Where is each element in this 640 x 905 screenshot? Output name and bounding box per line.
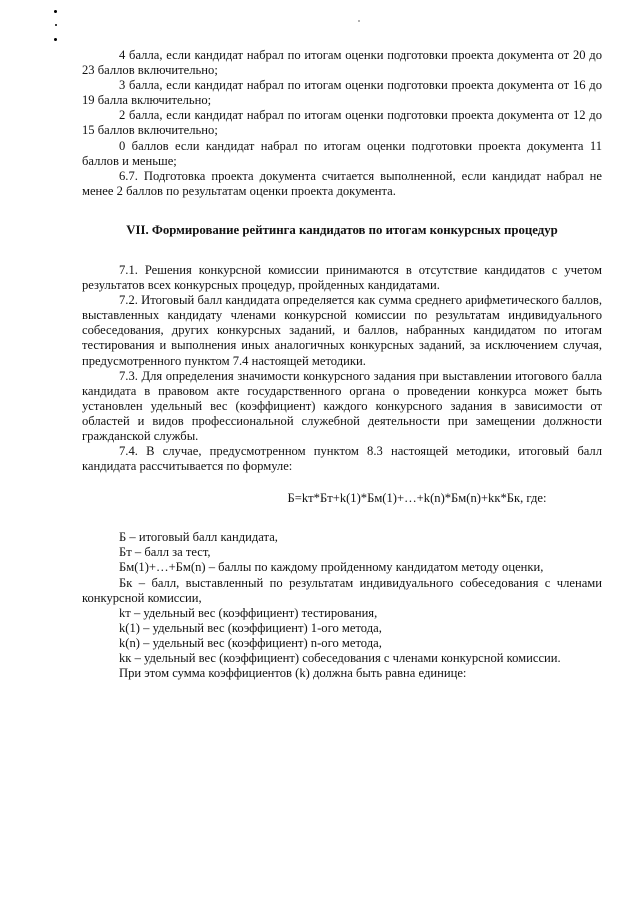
definition: Б – итоговый балл кандидата,	[119, 530, 278, 545]
definition: k(n) – удельный вес (коэффициент) n-ого метода,	[119, 635, 382, 650]
definition: kт – удельный вес (коэффициент) тестирования,	[119, 605, 378, 620]
paragraph: 7.1. Решения конкурсной комиссии принимаются в отсутствие кандидатов с учетом результатов всех конкурсных процедур, пройденных кандидатами.	[82, 262, 602, 293]
paragraph: 7.2. Итоговый балл кандидата определяется как сумма среднего арифметического баллов, выставленных кандидату членами конкурсной комиссии по результатам индивидуального собеседования, других конкурсных заданий, и баллов, набранных кандидатом по итогам тестирования и выполнения иных аналогичных конкурсных заданий, за исключением случая, предусмотренного пунктом 7.4 настоящей методики.	[82, 293, 602, 368]
scan-mark	[55, 24, 57, 26]
paragraph: 3 балла, если кандидат набрал по итогам оценки подготовки проекта документа от 16 до 19 балла включительно;	[82, 78, 602, 108]
scan-speck	[358, 20, 360, 22]
formula: Б=kт*Бт+k(1)*Бм(1)+…+k(n)*Бм(n)+kк*Бк, где:	[287, 491, 547, 506]
definition: k(1) – удельный вес (коэффициент) 1-ого метода,	[119, 620, 382, 635]
section-heading: VII. Формирование рейтинга кандидатов по итогам конкурсных процедур	[126, 222, 558, 237]
definition: Бк – балл, выставленный по результатам индивидуального собеседования с членами конкурсной комиссии,	[82, 575, 602, 605]
paragraph: 7.4. В случае, предусмотренном пунктом 8.3 настоящей методики, итоговый балл кандидата рассчитывается по формуле:	[82, 444, 602, 474]
paragraph: 7.3. Для определения значимости конкурсного задания при выставлении итогового балла кандидата в правовом акте государственного органа о проведении конкурса может быть установлен удельный вес (коэффициент) каждого конкурсного задания в зависимости от областей и видов профессиональной служебной деятельности при замещении должности гражданской службы.	[82, 368, 602, 443]
paragraph: 2 балла, если кандидат набрал по итогам оценки подготовки проекта документа от 12 до 15 баллов включительно;	[82, 108, 602, 138]
paragraph: 6.7. Подготовка проекта документа считается выполненной, если кандидат набрал не менее 2 баллов по результатам оценки проекта документа.	[82, 168, 602, 198]
definition: При этом сумма коэффициентов (k) должна быть равна единице:	[119, 666, 467, 681]
scan-mark	[54, 10, 57, 13]
document-page	[82, 48, 602, 681]
definition: Бм(1)+…+Бм(n) – баллы по каждому пройденному кандидатом методу оценки,	[119, 560, 544, 575]
paragraph: 0 баллов если кандидат набрал по итогам оценки подготовки проекта документа 11 баллов и меньше;	[82, 138, 602, 168]
definition: kк – удельный вес (коэффициент) собеседования с членами конкурсной комиссии.	[119, 651, 561, 665]
paragraph: 4 балла, если кандидат набрал по итогам оценки подготовки проекта документа от 20 до 23 баллов включительно;	[82, 48, 602, 78]
definition: Бт – балл за тест,	[119, 545, 211, 560]
scan-mark	[54, 38, 57, 41]
